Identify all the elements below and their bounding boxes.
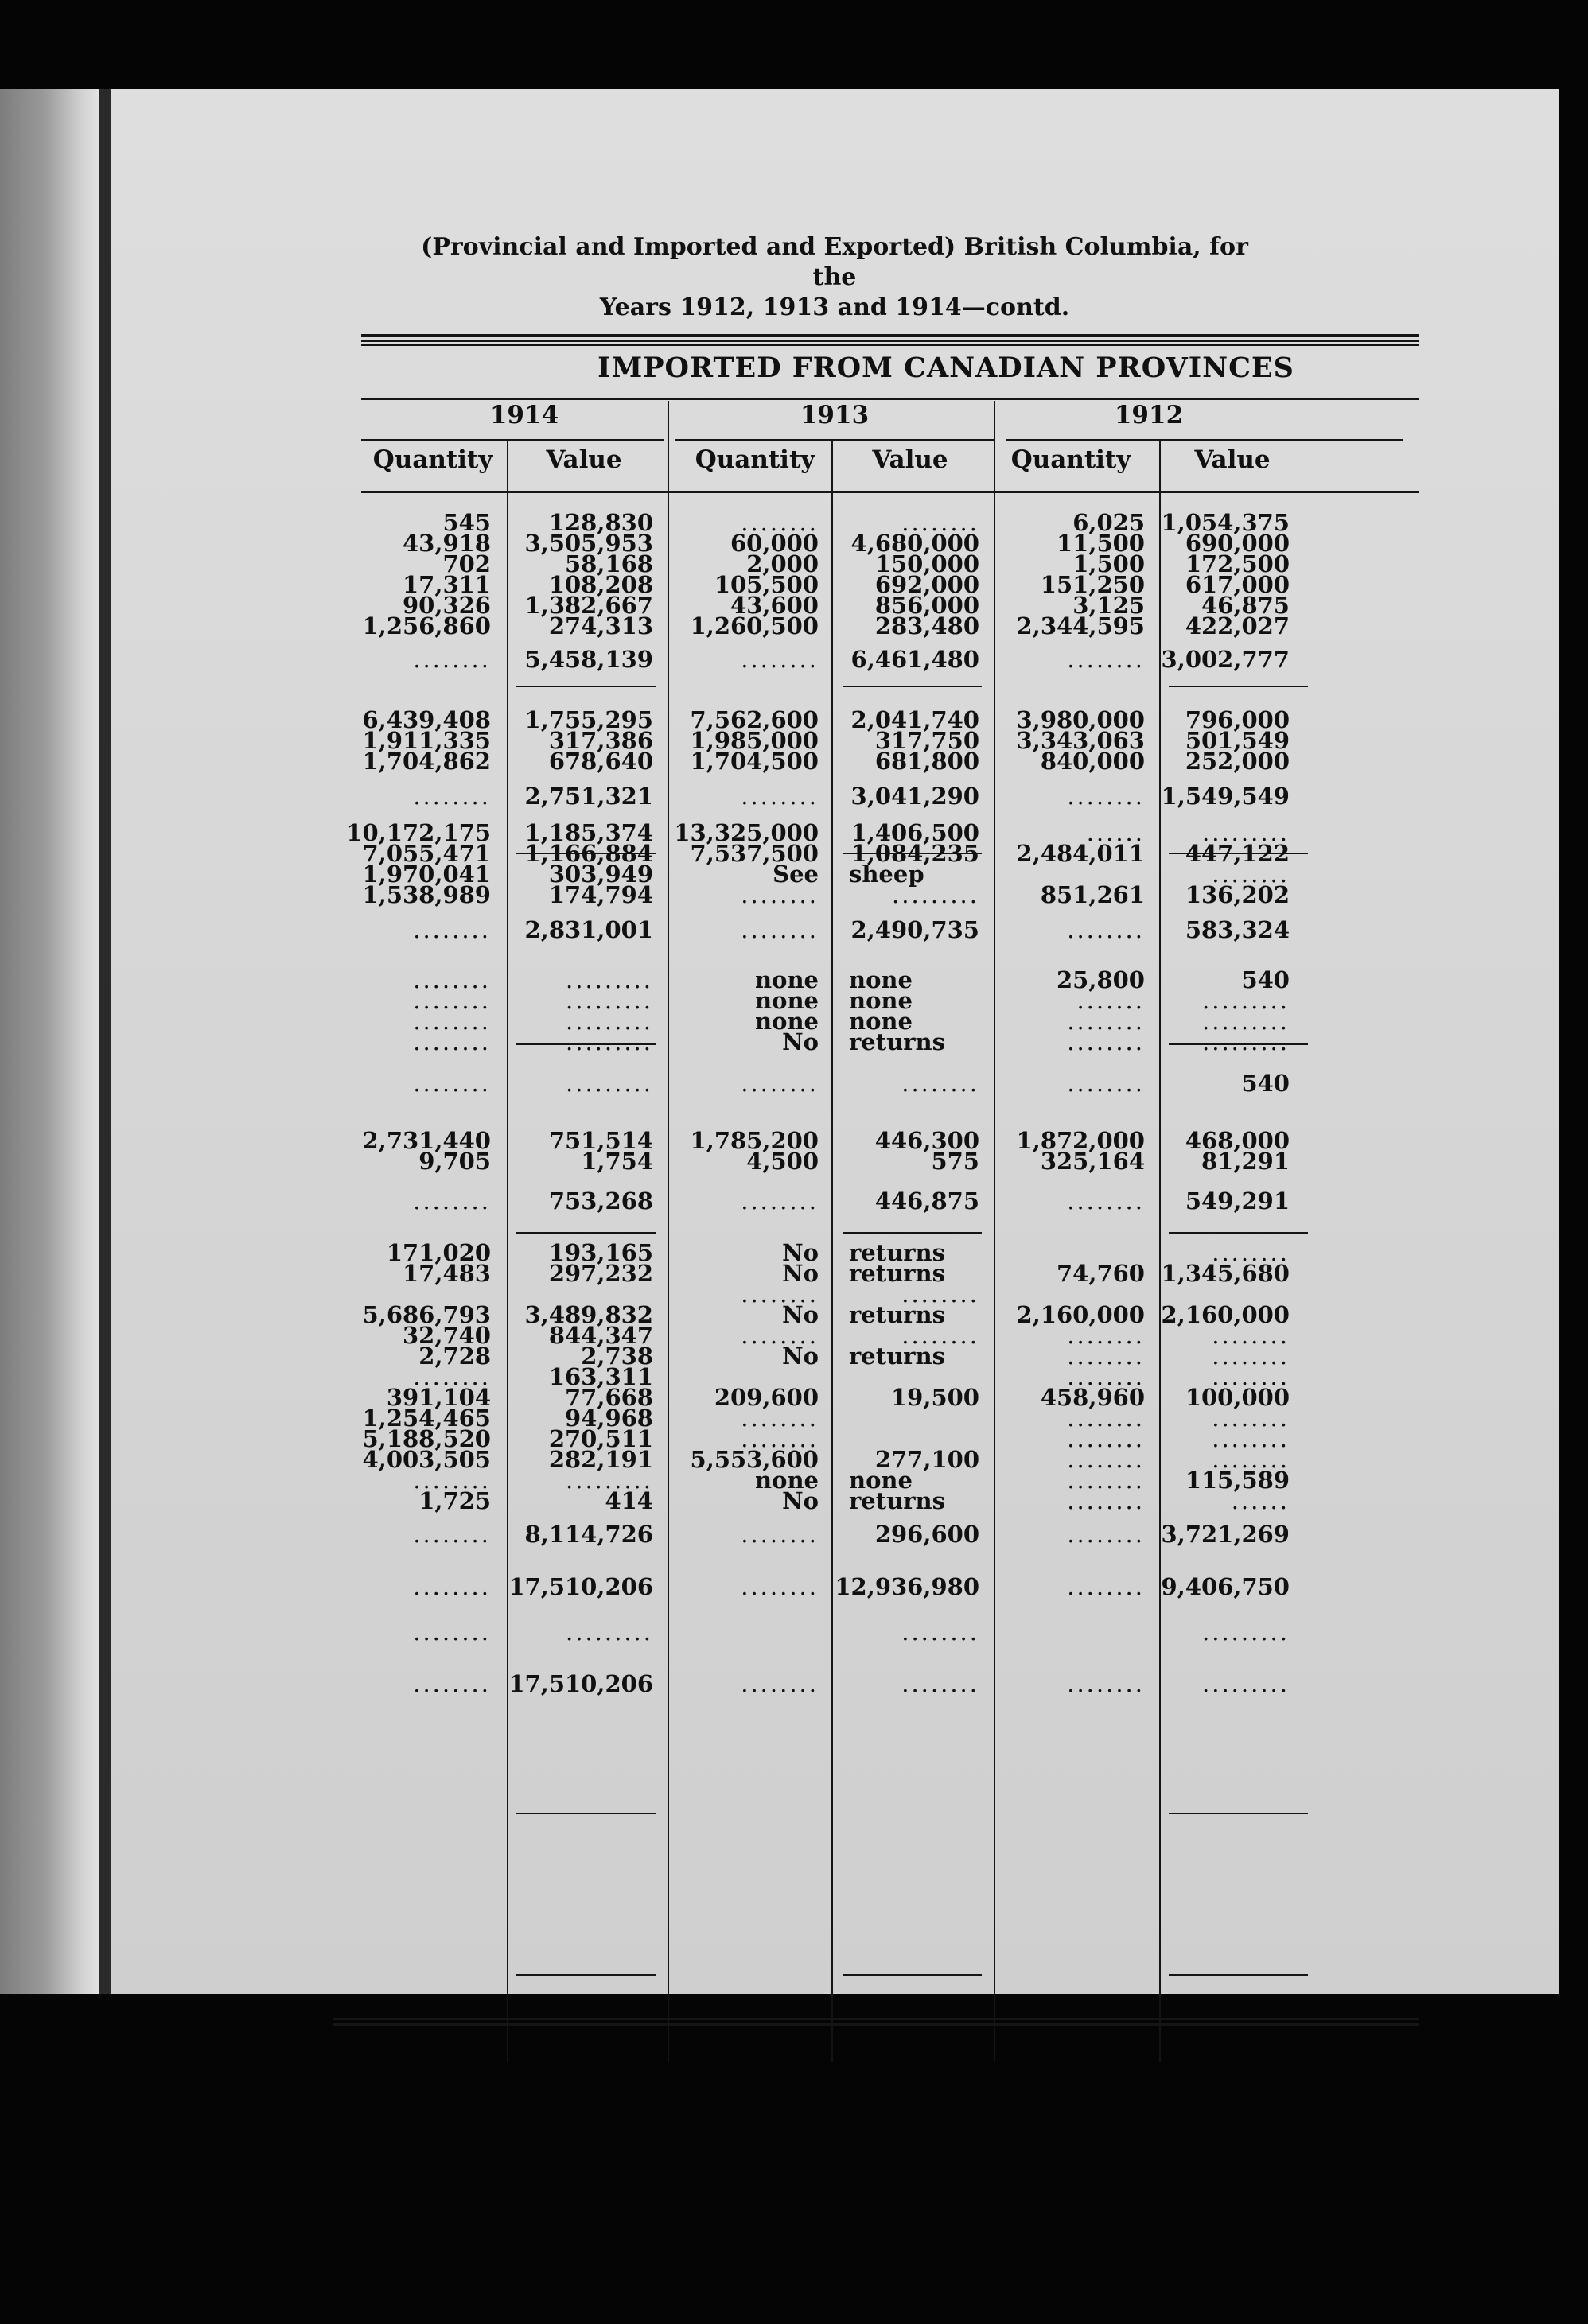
cell-val-1913: returns [849,1260,945,1287]
cell-val-1912: 1,549,549 [1161,783,1290,810]
cell-val-1912: ........ [1212,1425,1290,1452]
title-rule [361,398,1419,400]
cell-qty-1914: 4,003,505 [362,1446,491,1473]
cell-val-1914: 1,755,295 [524,706,653,733]
cell-val-1914: 163,311 [548,1363,653,1390]
cell-qty-1913: No [782,1487,819,1514]
cell-qty-1914: 10,172,175 [346,819,491,846]
cell-val-1914: 8,114,726 [524,1521,653,1548]
cell-val-1914: 77,668 [565,1384,653,1411]
cell-qty-1913: ........ [741,1187,819,1214]
cell-val-1912: ........ [1212,1322,1290,1349]
cell-val-1912: 540 [1241,966,1290,993]
cell-val-1912: 100,000 [1185,1384,1290,1411]
cell-qty-1913: No [782,1239,819,1266]
cell-qty-1914: 90,326 [403,592,491,619]
cell-qty-1913: 60,000 [730,530,819,557]
cell-val-1913: returns [849,1028,945,1055]
cell-val-1912: ......... [1202,1008,1290,1035]
cell-val-1913: ........ [901,1322,979,1349]
cell-val-1912: 252,000 [1185,748,1290,775]
cell-qty-1912: ........ [1067,646,1145,673]
cell-qty-1913: none [755,966,819,993]
cell-val-1913: 681,800 [874,748,979,775]
cell-qty-1913: 1,785,200 [690,1127,819,1154]
year-1913: 1913 [800,401,870,429]
cell-val-1914: 1,754 [581,1148,653,1175]
cell-qty-1912: ........ [1067,783,1145,810]
cell-val-1914: ......... [566,1070,653,1097]
cell-qty-1912: ........ [1067,1573,1145,1600]
cell-qty-1914: ........ [413,916,491,943]
cell-qty-1914: ........ [413,1619,491,1646]
cell-qty-1913: ........ [741,1322,819,1349]
cell-qty-1912: 6,025 [1072,509,1145,536]
cell-qty-1912: 2,344,595 [1016,612,1145,639]
year-1914: 1914 [489,401,559,429]
cell-qty-1912: 3,343,063 [1016,727,1145,754]
cell-val-1914: 282,191 [548,1446,653,1473]
cell-val-1913: ........ [901,1070,979,1097]
cell-qty-1913: ........ [741,881,819,908]
cell-qty-1913: none [755,1008,819,1035]
cell-qty-1912: 1,500 [1072,550,1145,577]
cell-val-1912: 2,160,000 [1161,1301,1290,1328]
cell-val-1914: ......... [566,1619,653,1646]
cell-val-1913: ......... [892,881,979,908]
cell-val-1912: ........ [1212,1239,1290,1266]
cell-val-1912: 3,002,777 [1161,646,1290,673]
cell-qty-1913: 1,260,500 [690,612,819,639]
cell-val-1913: returns [849,1487,945,1514]
cell-val-1913: 446,300 [874,1127,979,1154]
cell-qty-1914: ........ [413,1187,491,1214]
cell-val-1913: 856,000 [874,592,979,619]
subtotal-rule [843,1232,982,1234]
cell-qty-1913: ........ [741,1425,819,1452]
cell-val-1912: 9,406,750 [1161,1573,1290,1600]
heading-line-1: (Provincial and Imported and Exported) British Columbia, for the [421,233,1248,291]
cell-qty-1913: none [755,1467,819,1494]
cell-qty-1913: 1,985,000 [690,727,819,754]
cell-val-1914: 17,510,206 [508,1573,653,1600]
cell-val-1913: 317,750 [874,727,979,754]
cell-val-1914: 3,489,832 [524,1301,653,1328]
cell-val-1912: ......... [1202,1670,1290,1697]
subtotal-rule [516,1974,656,1976]
cell-val-1914: 193,165 [548,1239,653,1266]
cell-qty-1912: ........ [1067,1670,1145,1697]
cell-qty-1914: 7,055,471 [362,840,491,867]
cell-val-1913: 6,461,480 [850,646,979,673]
subtotal-rule [1169,686,1308,687]
cell-val-1914: 1,185,374 [524,819,653,846]
cell-qty-1913: No [782,1301,819,1328]
cell-qty-1912: 3,980,000 [1016,706,1145,733]
cell-val-1914: 2,831,001 [524,916,653,943]
cell-qty-1912: ........ [1067,1405,1145,1432]
header-value-1913: Value [872,445,948,474]
cell-qty-1914: 545 [442,509,491,536]
cell-qty-1914: ........ [413,1670,491,1697]
cell-val-1913: 296,600 [874,1521,979,1548]
cell-qty-1912: 325,164 [1040,1148,1145,1175]
cell-val-1912: ........ [1212,1343,1290,1370]
cell-qty-1914: ........ [413,966,491,993]
cell-val-1914: 303,949 [548,861,653,888]
cell-val-1912: 172,500 [1185,550,1290,577]
cell-val-1912: ........ [1212,1363,1290,1390]
cell-qty-1914: 702 [442,550,491,577]
cell-val-1914: ......... [566,1467,653,1494]
cell-qty-1912: ........ [1067,916,1145,943]
cell-qty-1914: 6,439,408 [362,706,491,733]
document-page [111,89,1559,1994]
cell-qty-1912: ........ [1067,1467,1145,1494]
year-1912: 1912 [1114,401,1184,429]
cell-qty-1912: ........ [1067,1322,1145,1349]
cell-val-1914: 274,313 [548,612,653,639]
top-rule-3 [361,344,1419,346]
cell-qty-1913: 43,600 [730,592,819,619]
cell-val-1913: 692,000 [874,571,979,598]
cell-qty-1913: ........ [741,1070,819,1097]
cell-qty-1913: ........ [741,1521,819,1548]
cell-val-1913: none [849,1467,913,1494]
header-rule [361,491,1419,493]
cell-qty-1914: 43,918 [403,530,491,557]
cell-qty-1912: 851,261 [1040,881,1145,908]
header-quantity-1912: Quantity [1010,445,1131,474]
cell-qty-1914: ........ [413,1070,491,1097]
cell-val-1914: 414 [605,1487,653,1514]
cell-qty-1912: ........ [1067,1343,1145,1370]
cell-val-1914: ......... [566,966,653,993]
cell-val-1914: 128,830 [548,509,653,536]
cell-val-1913: 446,875 [874,1187,979,1214]
page-gutter [99,89,111,1994]
cell-val-1913: ........ [901,1670,979,1697]
cell-val-1913: returns [849,1239,945,1266]
subtotal-rule [843,1974,982,1976]
cell-val-1913: 277,100 [874,1446,979,1473]
cell-qty-1912: 458,960 [1040,1384,1145,1411]
cell-qty-1912: ........ [1067,1008,1145,1035]
cell-qty-1913: ........ [741,509,819,536]
header-value-1912: Value [1194,445,1271,474]
cell-qty-1913: 7,537,500 [690,840,819,867]
year-rule-1914 [361,439,664,441]
cell-qty-1914: 1,704,862 [362,748,491,775]
cell-val-1914: ......... [566,1008,653,1035]
cell-qty-1914: 17,483 [403,1260,491,1287]
cell-val-1914: 844,347 [548,1322,653,1349]
cell-val-1912: 540 [1241,1070,1290,1097]
cell-val-1912: 3,721,269 [1161,1521,1290,1548]
cell-val-1913: 283,480 [874,612,979,639]
cell-val-1914: 1,382,667 [524,592,653,619]
cell-qty-1913: ........ [741,1405,819,1432]
cell-val-1914: 17,510,206 [508,1670,653,1697]
cell-qty-1912: 2,484,011 [1016,840,1145,867]
cell-val-1913: none [849,966,913,993]
cell-val-1913: sheep [849,861,924,888]
cell-val-1913: 150,000 [874,550,979,577]
cell-val-1912: 1,345,680 [1161,1260,1290,1287]
year-rule-1913 [675,439,994,441]
cell-val-1913: 3,041,290 [850,783,979,810]
cell-qty-1913: 13,325,000 [674,819,819,846]
cell-qty-1914: ........ [413,1521,491,1548]
cell-val-1914: 94,968 [565,1405,653,1432]
cell-qty-1912: ........ [1067,1187,1145,1214]
cell-val-1912: ......... [1202,987,1290,1014]
cell-val-1912: ........ [1212,861,1290,888]
cell-val-1914: 317,386 [548,727,653,754]
cell-val-1912: 583,324 [1185,916,1290,943]
cell-qty-1914: ........ [413,646,491,673]
cell-qty-1913: 105,500 [714,571,819,598]
cell-qty-1914: 1,725 [418,1487,491,1514]
cell-val-1913: 1,084,235 [850,840,979,867]
cell-val-1913: 575 [931,1148,979,1175]
cell-qty-1912: 840,000 [1040,748,1145,775]
cell-val-1913: 2,490,735 [850,916,979,943]
cell-val-1913: 1,406,500 [850,819,979,846]
cell-val-1912: 796,000 [1185,706,1290,733]
cell-qty-1914: 2,731,440 [362,1127,491,1154]
cell-val-1914: 58,168 [565,550,653,577]
cell-val-1912: 690,000 [1185,530,1290,557]
section-title: IMPORTED FROM CANADIAN PROVINCES [597,352,1294,384]
cell-val-1912: 501,549 [1185,727,1290,754]
cell-qty-1914: 1,254,465 [362,1405,491,1432]
cell-val-1914: 1,166,884 [524,840,653,867]
bottom-rule-1 [333,2018,1419,2020]
cell-qty-1914: ........ [413,1028,491,1055]
cell-qty-1912: ........ [1067,1446,1145,1473]
cell-val-1912: ......... [1202,819,1290,846]
column-rule [831,439,833,2062]
cell-qty-1914: 32,740 [403,1322,491,1349]
cell-qty-1912: 25,800 [1057,966,1145,993]
subtotal-rule [516,1232,656,1234]
subtotal-rule [843,686,982,687]
cell-qty-1914: ........ [413,1363,491,1390]
cell-val-1912: 447,122 [1185,840,1290,867]
cell-val-1912: 617,000 [1185,571,1290,598]
cell-val-1913: none [849,987,913,1014]
cell-qty-1913: ........ [741,1281,819,1308]
cell-val-1913: ........ [901,1281,979,1308]
cell-qty-1912: ........ [1067,1070,1145,1097]
cell-val-1914: 174,794 [548,881,653,908]
cell-qty-1914: 171,020 [386,1239,491,1266]
cell-qty-1913: ........ [741,1670,819,1697]
cell-val-1912: 115,589 [1185,1467,1290,1494]
cell-qty-1912: ........ [1067,1363,1145,1390]
cell-qty-1914: 391,104 [386,1384,491,1411]
cell-val-1913: 19,500 [891,1384,979,1411]
cell-val-1913: returns [849,1343,945,1370]
cell-qty-1914: ........ [413,783,491,810]
cell-qty-1913: 5,553,600 [690,1446,819,1473]
header-value-1914: Value [546,445,622,474]
cell-val-1914: 753,268 [548,1187,653,1214]
cell-qty-1912: ........ [1067,1521,1145,1548]
subtotal-rule [516,686,656,687]
cell-qty-1912: ........ [1067,1487,1145,1514]
cell-val-1914: 5,458,139 [524,646,653,673]
previous-page-edge [0,89,99,1994]
subtotal-rule [1169,1813,1308,1814]
cell-qty-1913: 7,562,600 [690,706,819,733]
cell-val-1914: 3,505,953 [524,530,653,557]
cell-val-1914: ......... [566,987,653,1014]
cell-qty-1913: 209,600 [714,1384,819,1411]
header-quantity-1913: Quantity [695,445,815,474]
cell-val-1912: 468,000 [1185,1127,1290,1154]
cell-val-1912: ........ [1212,1405,1290,1432]
cell-qty-1912: ....... [1076,987,1145,1014]
cell-val-1913: 2,041,740 [850,706,979,733]
cell-val-1914: 270,511 [548,1425,653,1452]
cell-qty-1914: 17,311 [403,571,491,598]
cell-qty-1913: ........ [741,1573,819,1600]
cell-val-1913: ........ [901,509,979,536]
cell-val-1914: 2,751,321 [524,783,653,810]
cell-qty-1913: none [755,987,819,1014]
cell-qty-1914: ........ [413,1008,491,1035]
cell-val-1912: 422,027 [1185,612,1290,639]
cell-val-1913: returns [849,1301,945,1328]
cell-qty-1914: 2,728 [418,1343,491,1370]
cell-val-1912: ...... [1231,1487,1290,1514]
cell-qty-1912: 151,250 [1040,571,1145,598]
subtotal-rule [1169,1232,1308,1234]
cell-qty-1912: 74,760 [1057,1260,1145,1287]
cell-val-1912: 46,875 [1201,592,1290,619]
subtotal-rule [1169,1974,1308,1976]
cell-qty-1914: 5,188,520 [362,1425,491,1452]
subtotal-rule [516,1813,656,1814]
cell-qty-1914: 5,686,793 [362,1301,491,1328]
cell-val-1912: 1,054,375 [1161,509,1290,536]
cell-qty-1914: 1,970,041 [362,861,491,888]
cell-qty-1913: No [782,1260,819,1287]
cell-qty-1912: 11,500 [1057,530,1145,557]
cell-qty-1913: No [782,1343,819,1370]
cell-qty-1913: See [773,861,819,888]
cell-qty-1914: ........ [413,1573,491,1600]
cell-val-1914: 751,514 [548,1127,653,1154]
cell-val-1914: 678,640 [548,748,653,775]
cell-val-1914: 297,232 [548,1260,653,1287]
cell-val-1912: ......... [1202,1028,1290,1055]
cell-qty-1914: 1,911,335 [362,727,491,754]
cell-val-1913: 4,680,000 [850,530,979,557]
page-heading [413,232,1256,323]
cell-qty-1914: ........ [413,1467,491,1494]
cell-qty-1912: ...... [1086,819,1145,846]
heading-line-2: Years 1912, 1913 and 1914—contd. [599,293,1070,321]
cell-qty-1914: 9,705 [418,1148,491,1175]
cell-val-1912: 81,291 [1201,1148,1290,1175]
cell-qty-1913: ........ [741,783,819,810]
cell-val-1912: ........ [1212,1446,1290,1473]
cell-val-1912: ......... [1202,1619,1290,1646]
cell-qty-1913: 1,704,500 [690,748,819,775]
cell-val-1912: 136,202 [1185,881,1290,908]
cell-val-1914: 108,208 [548,571,653,598]
cell-qty-1912: ........ [1067,1028,1145,1055]
cell-qty-1912: 2,160,000 [1016,1301,1145,1328]
cell-val-1914: ......... [566,1028,653,1055]
year-rule-1912 [1006,439,1403,441]
cell-qty-1913: 4,500 [746,1148,819,1175]
cell-val-1913: ........ [901,1619,979,1646]
cell-val-1913: 12,936,980 [835,1573,979,1600]
cell-qty-1912: ........ [1067,1425,1145,1452]
cell-qty-1912: 1,872,000 [1016,1127,1145,1154]
cell-qty-1913: ........ [741,646,819,673]
cell-val-1912: 549,291 [1185,1187,1290,1214]
cell-qty-1914: 1,256,860 [362,612,491,639]
cell-qty-1914: ........ [413,987,491,1014]
top-rule-2 [361,340,1419,342]
cell-qty-1914: 1,538,989 [362,881,491,908]
top-rule-1 [361,334,1419,337]
cell-val-1913: none [849,1008,913,1035]
header-quantity-1914: Quantity [372,445,493,474]
cell-qty-1913: 2,000 [746,550,819,577]
cell-qty-1912: 3,125 [1072,592,1145,619]
cell-qty-1913: No [782,1028,819,1055]
bottom-rule-2 [333,2023,1419,2026]
cell-qty-1913: ........ [741,916,819,943]
cell-val-1914: 2,738 [581,1343,653,1370]
